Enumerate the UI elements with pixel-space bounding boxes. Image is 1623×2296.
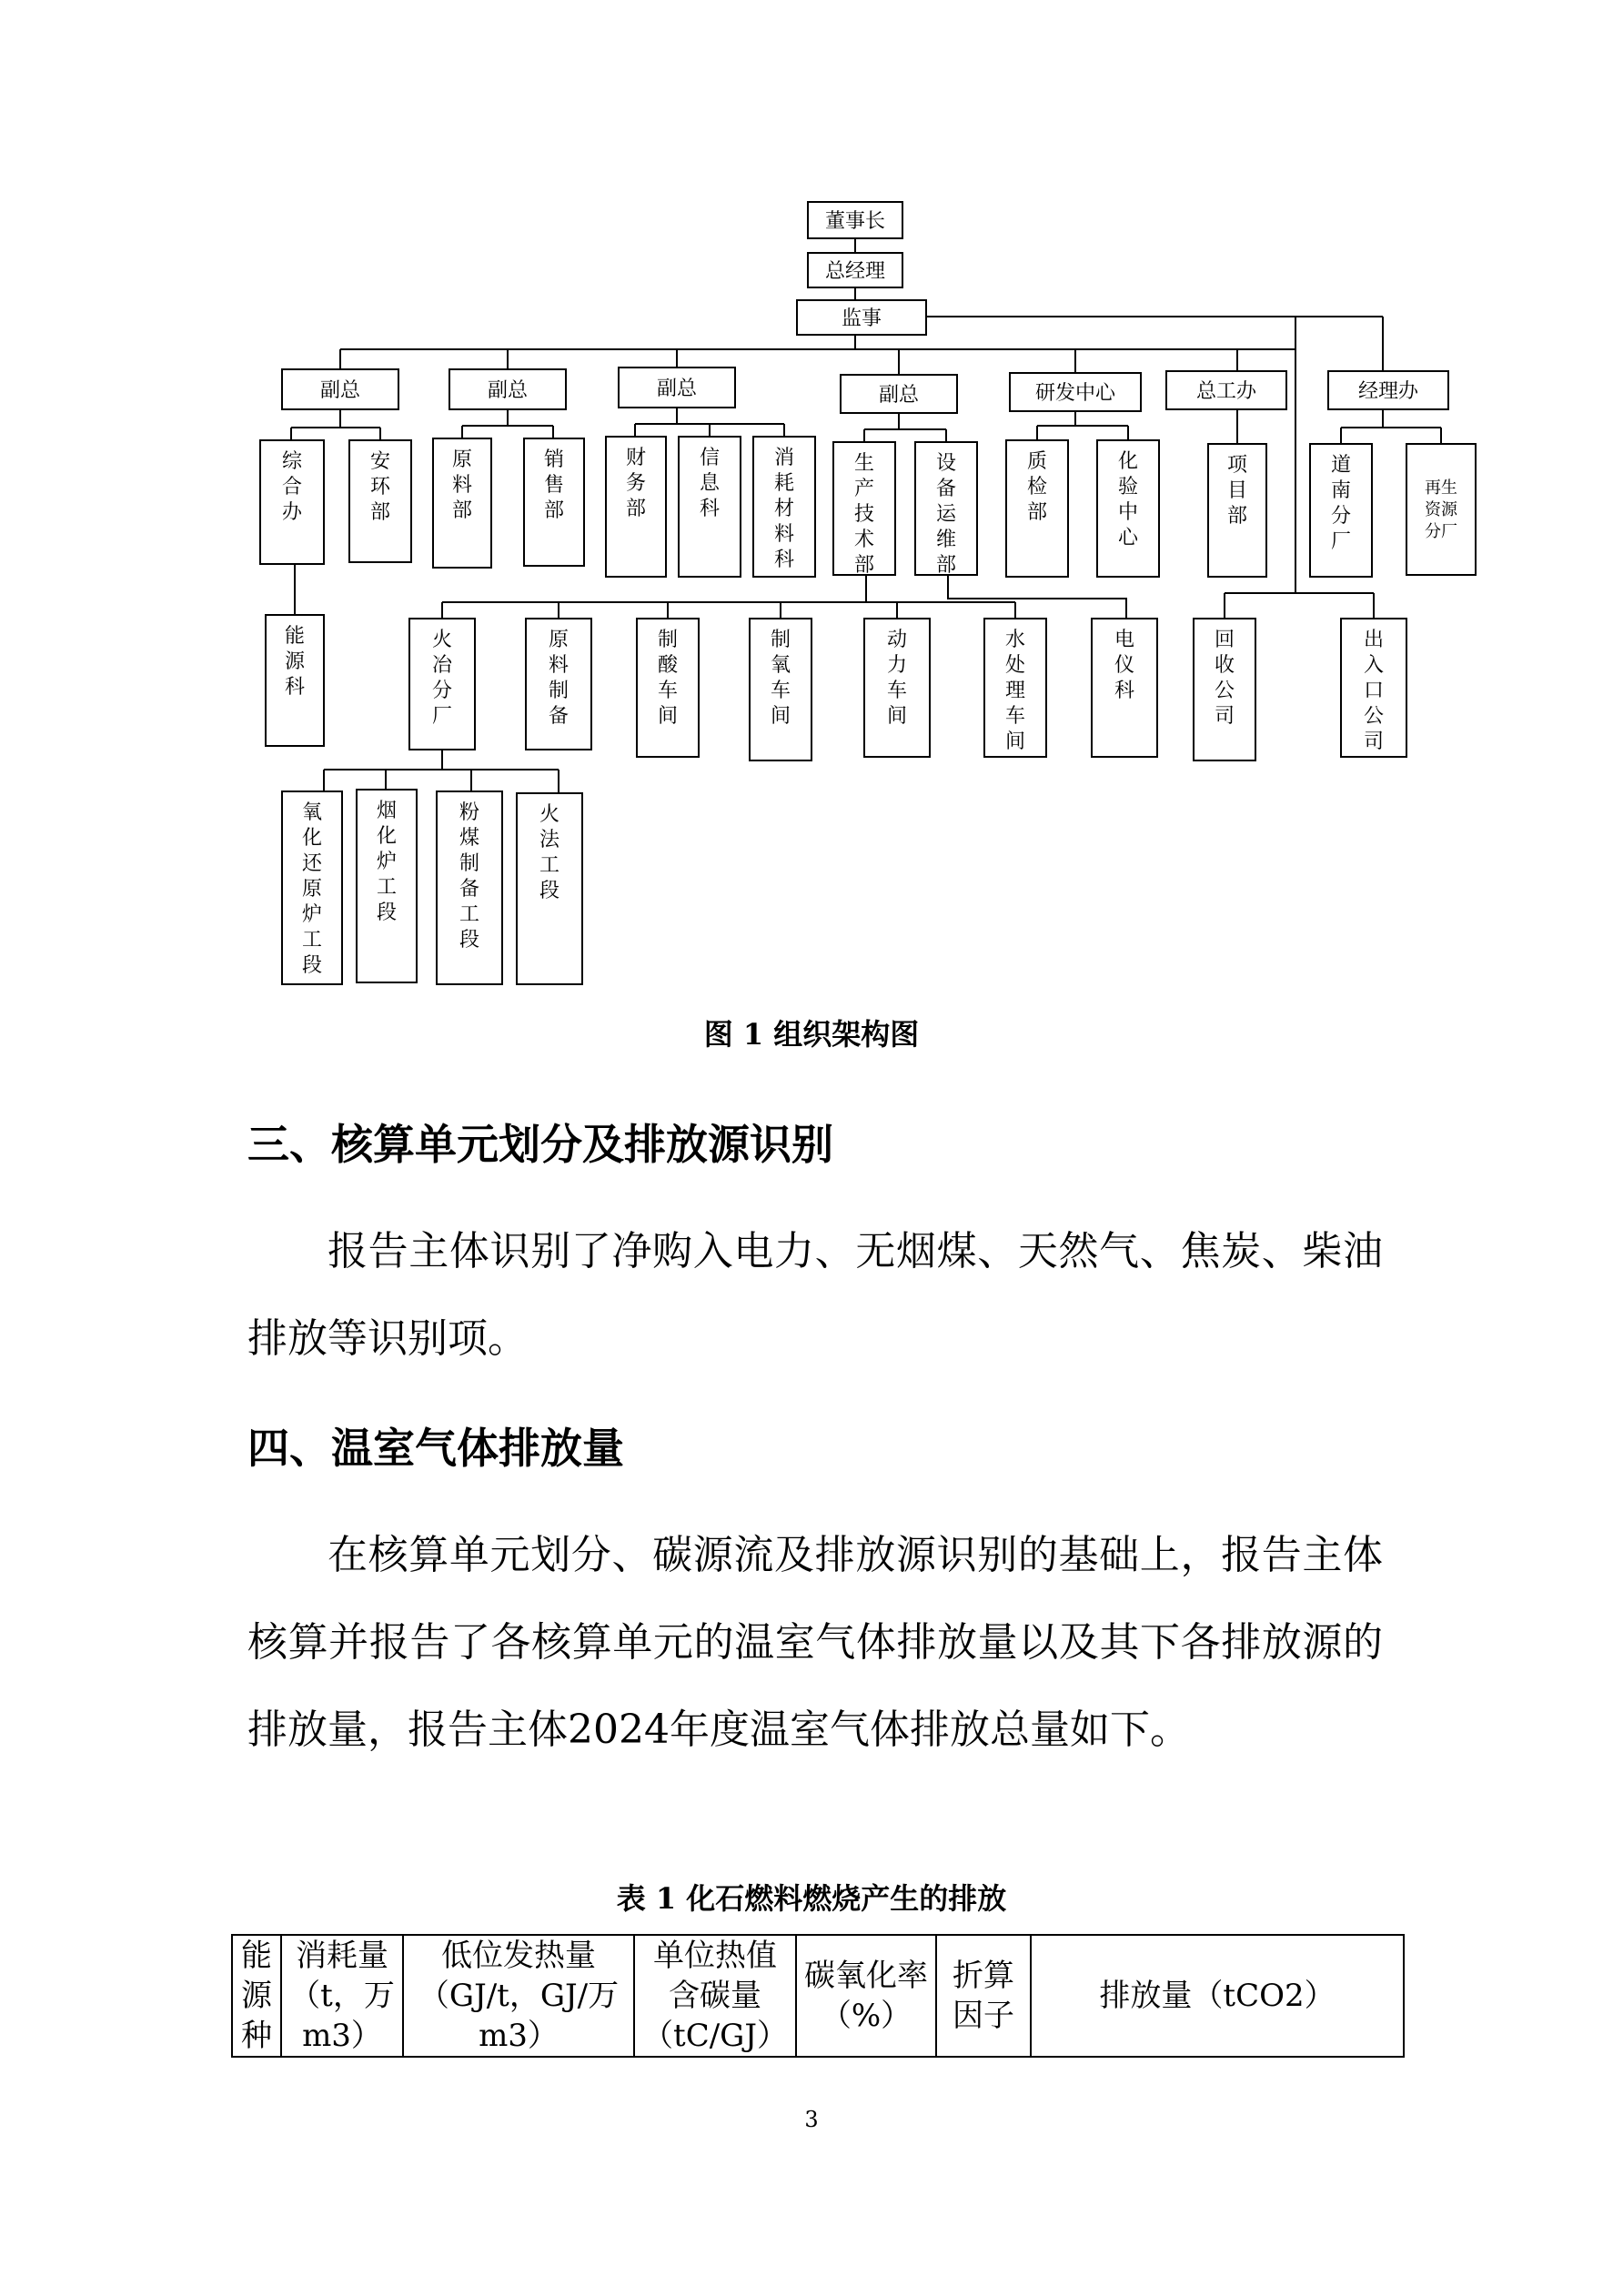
node-general-manager-label: 总经理 [824,260,886,283]
node-acid-workshop [637,619,699,757]
node-vp3 [619,368,735,408]
node-project-dept-label: 项目部 [1226,454,1248,528]
node-production-tech-dept [833,442,895,577]
node-consumables-section [753,437,815,577]
node-vp4 [841,375,957,413]
node-electric-section-label: 电仪科 [1114,629,1135,702]
node-general-office-label: 综合办 [281,450,303,524]
node-recovery-company-label: 回收公司 [1214,629,1235,728]
node-raw-material-dept [433,438,491,568]
section3-paragraph: 报告主体识别了净购入电力、无烟煤、天然气、焦炭、柴油排放等识别项。 [247,1228,1383,1362]
node-water-workshop [984,619,1046,757]
node-qc-dept-label: 质检部 [1026,450,1048,524]
node-coal-prep-section [437,791,502,984]
node-info-section-label: 信息科 [699,447,721,520]
node-safety-env-dept-label: 安环部 [369,450,391,524]
node-power-workshop-label: 动力车间 [886,629,908,728]
header-energy-type: 能源种 [232,1935,281,2057]
node-acid-workshop-label: 制酸车间 [657,629,679,728]
node-smelter-branch [409,619,475,750]
header-carbon-content: 单位热值含碳量（tC/GJ） [634,1935,796,2057]
node-finance-dept [606,437,666,577]
node-smelter-branch-label: 火冶分厂 [431,629,453,728]
section4-heading: 四、温室气体排放量 [247,1424,624,1473]
org-chart [0,0,1623,1001]
node-project-dept [1208,444,1266,577]
node-lab-center [1097,440,1159,577]
node-equipment-dept [915,442,977,577]
node-consumables-section-label: 消耗材料科 [773,447,795,571]
node-general-office [260,440,324,564]
node-pyro-section-label: 火法工段 [539,803,560,902]
node-recycling-branch-label: 再生资源分厂 [1425,478,1457,541]
node-raw-material-dept-label: 原料部 [451,448,473,522]
header-conversion-factor: 折算因子 [936,1935,1031,2057]
table-header-row [232,1935,1404,2057]
node-energy-section-label: 能源科 [284,625,306,699]
header-emissions: 排放量（tCO2） [1031,1935,1404,2057]
node-vp4-label: 副总 [878,384,920,407]
node-finance-dept-label: 财务部 [625,447,647,520]
node-electric-section [1092,619,1157,757]
node-sales-dept-label: 销售部 [543,448,565,522]
node-recovery-company [1194,619,1255,760]
node-general-manager [808,253,902,287]
node-daonan-branch [1310,444,1372,577]
node-redox-furnace-section [282,791,342,984]
node-water-workshop-label: 水处理车间 [1004,629,1026,753]
node-fuming-furnace-section-label: 烟化炉工段 [376,800,398,924]
node-rd-center-label: 研发中心 [1034,382,1116,405]
node-chief-engineer-office-label: 总工办 [1195,380,1257,403]
node-energy-section [266,615,324,746]
node-coal-prep-section-label: 粉煤制备工段 [459,801,480,952]
node-raw-prep-label: 原料制备 [548,629,570,728]
header-calorific-value: 低位发热量（GJ/t，GJ/万m3） [403,1935,634,2057]
figure-caption: 图 1 组织架构图 [703,1017,920,1052]
section3-heading: 三、核算单元划分及排放源识别 [247,1120,833,1169]
node-sales-dept [524,438,584,566]
node-vp3-label: 副总 [656,378,698,400]
node-vp2 [449,369,566,409]
node-production-tech-dept-label: 生产技术部 [853,452,875,577]
node-daonan-branch-label: 道南分厂 [1330,454,1352,553]
page-number: 3 [804,2107,819,2132]
node-vp1 [282,369,398,409]
node-supervisor [797,300,926,335]
node-import-export-company-label: 出入口公司 [1363,629,1385,753]
node-redox-furnace-section-label: 氧化还原炉工段 [301,801,323,977]
node-qc-dept [1006,440,1068,577]
emission-table [231,1934,1405,2058]
node-fuming-furnace-section [357,790,417,982]
node-vp2-label: 副总 [487,379,529,402]
node-import-export-company [1341,619,1406,757]
node-supervisor-label: 监事 [841,307,882,330]
node-rd-center [1010,373,1141,411]
node-info-section [679,437,741,577]
node-equipment-dept-label: 设备运维部 [935,452,957,577]
table-caption: 表 1 化石燃料燃烧产生的排放 [616,1881,1007,1916]
node-vp1-label: 副总 [319,379,361,402]
section4-paragraph: 在核算单元划分、碳源流及排放源识别的基础上，报告主体核算并报告了各核算单元的温室气体排放量以及其下各排放源的排放量，报告主体2024年度温室气体排放总量如下。 [247,1532,1383,1753]
node-raw-prep [526,619,591,750]
node-recycling-branch [1406,444,1476,575]
header-consumption: 消耗量（t，万m3） [281,1935,403,2057]
node-pyro-section [517,793,582,984]
header-oxidation-rate: 碳氧化率（%） [796,1935,936,2057]
node-lab-center-label: 化验中心 [1117,450,1139,549]
node-oxygen-workshop [750,619,812,760]
node-chairman [808,202,902,238]
node-manager-office [1328,371,1448,409]
node-safety-env-dept [349,440,411,562]
node-chief-engineer-office [1166,371,1286,409]
node-power-workshop [864,619,930,757]
node-manager-office-label: 经理办 [1357,380,1419,403]
node-oxygen-workshop-label: 制氧车间 [770,629,791,728]
node-chairman-label: 董事长 [824,210,886,233]
